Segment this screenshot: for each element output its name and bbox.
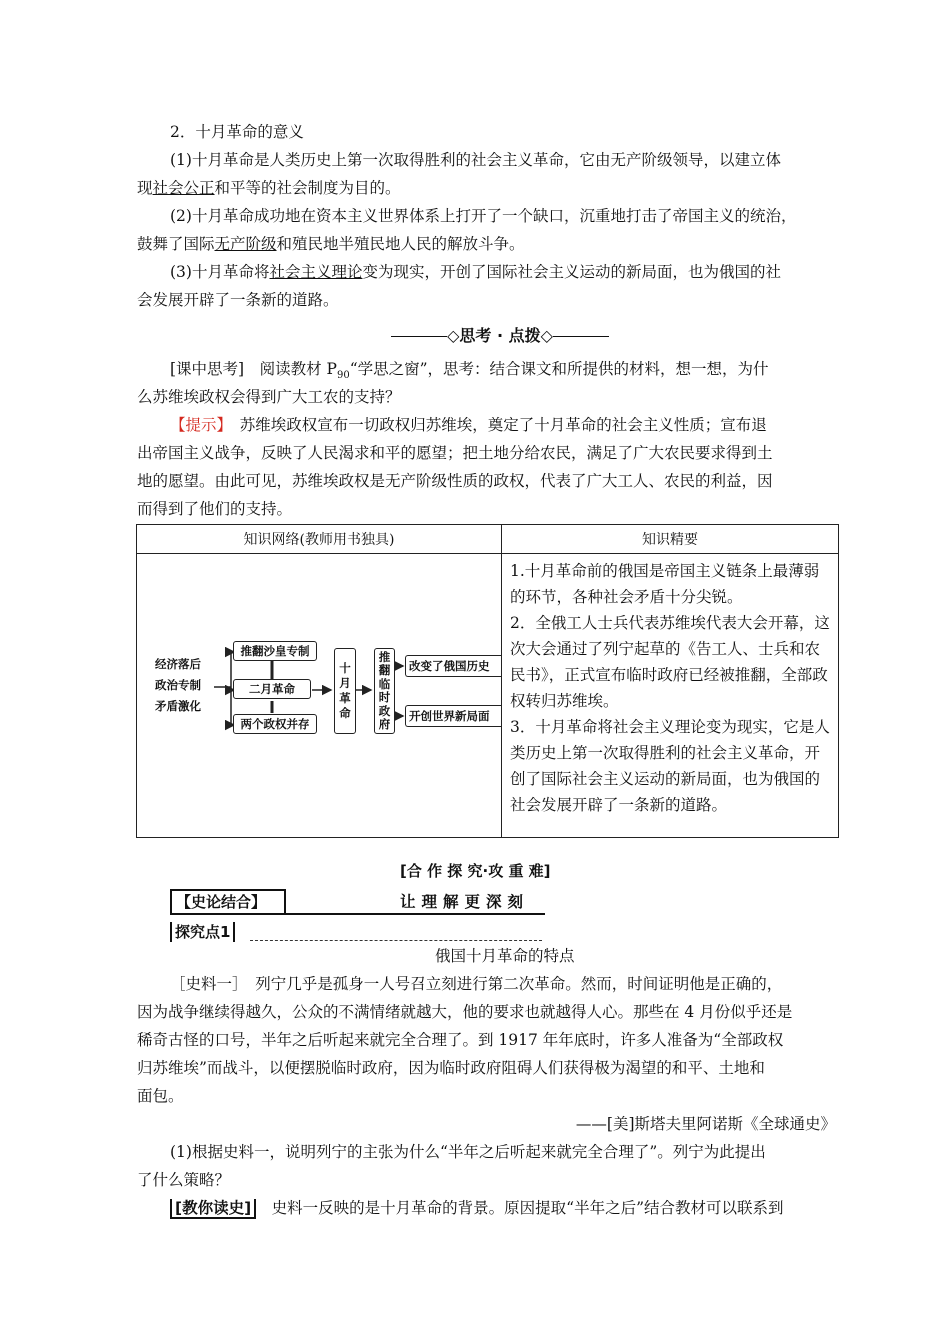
hint-line: 地的愿望。由此可见，苏维埃政权是无产阶级性质的政权，代表了广大工人、农民的利益，因 [137, 472, 773, 490]
overthrow-tsar-box: 推翻沙皇专制 [233, 641, 317, 661]
teach-line: [教你读史] 史料一反映的是十月革命的背景。原因提取“半年之后”结合教材可以联系到 [170, 1197, 870, 1219]
section-head [170, 889, 545, 915]
inquiry-subtitle: 俄国十月革命的特点 [435, 947, 575, 965]
inquiry-title: [合 作 探 究·攻 重 难] [400, 862, 551, 880]
question-line: 了什么策略？ [137, 1171, 231, 1189]
changed-history-box: 改变了俄国历史 [405, 655, 501, 677]
table-header: 知识网络(教师用书独具) [137, 525, 502, 554]
overthrow-provisional-box: 推 翻 临 时 政 府 [374, 648, 395, 734]
section-heading: 2．十月革命的意义 [170, 123, 304, 141]
cause-item: 矛盾激化 [155, 699, 201, 713]
paragraph-line: (2)十月革命成功地在资本主义世界体系上打开了一个缺口，沉重地打击了帝国主义的统治， [170, 207, 797, 225]
underlined-term: 社会公正 [152, 179, 215, 197]
probe-dashed-rule [250, 940, 542, 941]
february-revolution-box: 二月革命 [233, 679, 311, 699]
hint-label: 【提示】 [170, 416, 225, 434]
knowledge-point: 1.十月革命前的俄国是帝国主义链条上最薄弱的环节，各种社会矛盾十分尖锐。 [510, 562, 820, 606]
new-world-box: 开创世界新局面 [405, 705, 501, 727]
paragraph-line: (3)十月革命将社会主义理论变为现实，开创了国际社会主义运动的新局面，也为俄国的社 [170, 263, 781, 281]
source-line: 归苏维埃”而战斗，以便摆脱临时政府，因为临时政府阻碍人们获得极为渴望的和平、土地和 [137, 1059, 765, 1077]
knowledge-diagram [137, 554, 501, 837]
source-line: 因为战争继续得越久，公众的不满情绪就越大，他的要求也就越得人心。那些在 4 月份似乎还是 [137, 1003, 793, 1021]
paragraph-line: (1)十月革命是人类历史上第一次取得胜利的社会主义革命，它由无产阶级领导，以建立体 [170, 151, 781, 169]
think-divider: ◇思考 · 点拨◇ [360, 325, 640, 347]
think-question: [课中思考] 阅读教材 $P_{90}“$学思之窗”，思考：结合课文和所提供的材料，想一想，为什 [170, 360, 769, 382]
section-label: 【史论结合】 [170, 889, 286, 915]
knowledge-points-cell [502, 554, 839, 838]
paragraph-line: 会发展开辟了一条新的道路。 [137, 291, 339, 309]
hint-line: 出帝国主义战争，反映了人民渴求和平的愿望；把土地分给农民，满足了广大农民要求得到土 [137, 444, 773, 462]
underlined-term: 社会主义理论 [269, 263, 363, 281]
teach-label: [教你读史] [170, 1199, 256, 1219]
source-citation: ——[美]斯塔夫里阿诺斯《全球通史》 [575, 1115, 836, 1133]
table-header: 知识精要 [502, 525, 839, 554]
probe-label: 探究点1 [170, 922, 235, 942]
source-line: 面包。 [137, 1087, 184, 1105]
think-question: 么苏维埃政权会得到广大工农的支持？ [137, 388, 401, 406]
paragraph-line: 现社会公正和平等的社会制度为目的。 [137, 179, 401, 197]
causes-list [155, 654, 201, 717]
knowledge-diagram-cell [137, 554, 502, 838]
hint-line: 【提示】 苏维埃政权宣布一切政权归苏维埃，奠定了十月革命的社会主义性质；宣布退 [170, 416, 767, 434]
source-line: ［史料一］ 列宁几乎是孤身一人号召立刻进行第二次革命。然而，时间证明他是正确的， [170, 975, 783, 993]
underlined-term: 无产阶级 [214, 235, 277, 253]
knowledge-point: 3．十月革命将社会主义理论变为现实，它是人类历史上第一次取得胜利的社会主义革命，开创了国际社会主义运动的新局面，也为俄国的社会发展开辟了一条新的道路。 [510, 718, 830, 814]
hint-line: 而得到了他们的支持。 [137, 500, 293, 518]
question-line: (1)根据史料一，说明列宁的主张为什么“半年之后听起来就完全合理了”。列宁为此提出 [170, 1143, 766, 1161]
knowledge-point: 2．全俄工人士兵代表苏维埃代表大会开幕，这次大会通过了列宁起草的《告工人、士兵和农民书》，正式宣布临时政府已经被推翻，全部政权转归苏维埃。 [510, 614, 830, 710]
section-slogan: 让理解更深刻 [400, 893, 530, 911]
cause-item: 经济落后 [155, 657, 201, 671]
knowledge-table [136, 524, 839, 838]
source-line: 稀奇古怪的口号，半年之后听起来就完全合理了。到 1917 年年底时，许多人准备为“全部政权 [137, 1031, 784, 1049]
october-revolution-box: 十 月 革 命 [334, 648, 356, 734]
cause-item: 政治专制 [155, 678, 201, 692]
dual-power-box: 两个政权并存 [233, 714, 317, 734]
paragraph-line: 鼓舞了国际无产阶级和殖民地半殖民地人民的解放斗争。 [137, 235, 525, 253]
